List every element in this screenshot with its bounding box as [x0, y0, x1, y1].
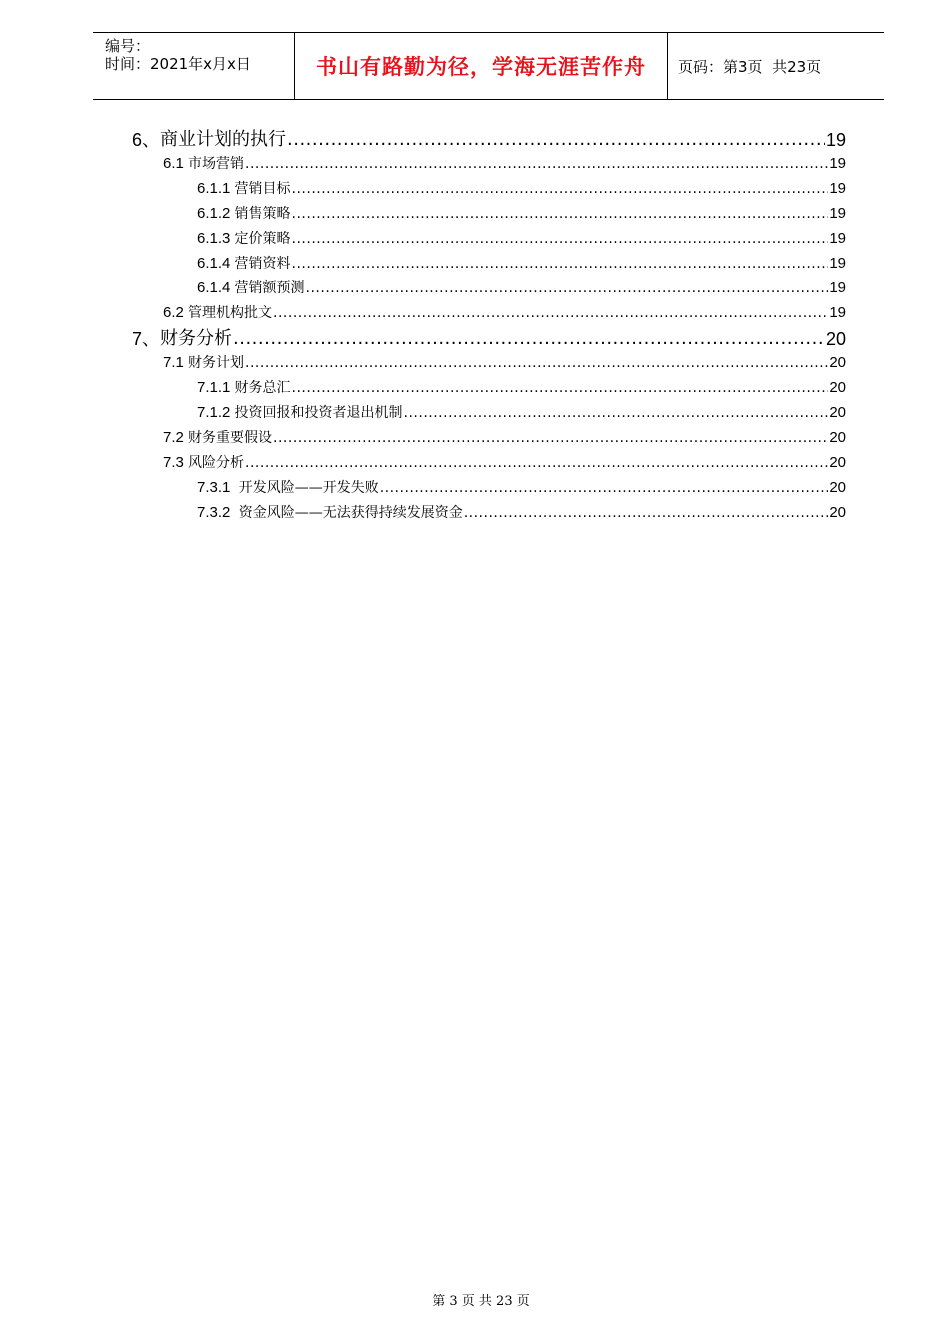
- toc-dot-leader: [380, 477, 829, 499]
- toc-entry-number: 6.1.3: [197, 229, 235, 247]
- toc-entry-page: 19: [829, 229, 846, 247]
- toc-entry[interactable]: [132, 327, 846, 351]
- toc-dot-leader: [245, 352, 828, 374]
- header-meta-cell: [93, 33, 295, 99]
- toc-entry[interactable]: [197, 477, 846, 499]
- toc-dot-leader: [292, 253, 829, 275]
- toc-entry-title: 营销额预测: [234, 280, 305, 297]
- toc-entry-page: 19: [829, 304, 846, 322]
- toc-entry-number: 6.1.2: [197, 204, 235, 222]
- toc-entry-number: 7.2: [163, 428, 189, 446]
- toc-entry-title: 定价策略: [234, 230, 291, 247]
- toc-entry[interactable]: [197, 228, 846, 250]
- toc-entry[interactable]: [197, 178, 846, 200]
- toc-entry[interactable]: [163, 352, 846, 374]
- toc-entry-number: 6、: [132, 130, 161, 150]
- toc-dot-leader: [245, 153, 828, 175]
- toc-entry-page: 20: [829, 403, 846, 421]
- toc-entry[interactable]: [132, 128, 846, 152]
- toc-entry[interactable]: [163, 302, 846, 324]
- toc-dot-leader: [245, 452, 828, 474]
- toc-entry-title: 财务重要假设: [188, 429, 273, 446]
- toc-dot-leader: [292, 377, 829, 399]
- toc-dot-leader: [292, 228, 829, 250]
- toc-entry-number: 6.1.4: [197, 279, 235, 297]
- toc-entry-title: 销售策略: [234, 205, 291, 222]
- toc-entry-number: 7.1: [163, 354, 189, 372]
- page-header: [93, 32, 884, 100]
- toc-entry-title: 投资回报和投资者退出机制: [234, 404, 403, 421]
- toc-entry-page: 19: [829, 279, 846, 297]
- toc-entry[interactable]: [197, 277, 846, 299]
- toc-entry-page: 19: [829, 254, 846, 272]
- header-motto: 书山有路勤为径，学海无涯苦作舟: [316, 55, 646, 79]
- toc-entry[interactable]: [197, 253, 846, 275]
- header-page-cell: [668, 33, 884, 99]
- toc-entry-number: 6.2: [163, 304, 189, 322]
- toc-dot-leader: [233, 327, 825, 351]
- toc-entry-number: 7.3: [163, 453, 189, 471]
- toc-entry-number: 7.3.2: [197, 503, 239, 521]
- toc-dot-leader: [292, 178, 829, 200]
- toc-entry-page: 20: [825, 329, 846, 350]
- toc-dot-leader: [273, 427, 828, 449]
- toc-entry[interactable]: [163, 153, 846, 175]
- toc-entry-number: 7.3.1: [197, 478, 239, 496]
- toc-entry-page: 19: [829, 154, 846, 172]
- toc-entry[interactable]: [197, 377, 846, 399]
- toc-entry-page: 19: [825, 130, 846, 150]
- toc-entry[interactable]: [163, 427, 846, 449]
- time-label: 时间：2021年x月x日: [105, 55, 251, 73]
- toc-dot-leader: [464, 502, 829, 524]
- toc-entry-page: 20: [829, 354, 846, 372]
- toc-entry-title: 风险分析: [188, 454, 245, 471]
- toc-entry-number: 7.1.2: [197, 403, 235, 421]
- toc-entry-number: 6.1.4: [197, 254, 235, 272]
- toc-entry-page: 20: [829, 428, 846, 446]
- toc-entry-number: 7、: [132, 329, 161, 350]
- page-footer: 第 3 页 共 23 页: [432, 1294, 530, 1309]
- toc-entry-title: 财务总汇: [234, 380, 291, 396]
- toc-entry[interactable]: [163, 452, 846, 474]
- toc-entry-page: 19: [829, 179, 846, 197]
- toc-dot-leader: [287, 128, 825, 152]
- toc-dot-leader: [273, 302, 828, 324]
- toc-entry-title: 财务分析: [160, 328, 233, 350]
- toc-entry[interactable]: [197, 402, 846, 424]
- toc-entry-page: 20: [829, 379, 846, 396]
- serial-label: 编号：: [105, 37, 151, 55]
- toc-entry-title: 营销资料: [234, 255, 291, 272]
- toc-entry-title: 市场营销: [188, 155, 245, 172]
- toc-dot-leader: [292, 203, 829, 225]
- toc-entry[interactable]: [197, 502, 846, 524]
- toc-entry-title: 营销目标: [234, 180, 291, 197]
- toc-entry-page: 20: [829, 503, 846, 521]
- toc-entry-number: 6.1: [163, 154, 189, 172]
- toc-entry-number: 6.1.1: [197, 179, 235, 197]
- toc-entry-page: 20: [829, 453, 846, 471]
- toc-entry-number: 7.1.1: [197, 379, 235, 396]
- toc-entry-title: 开发风险——开发失败: [238, 479, 379, 496]
- toc-entry-title: 财务计划: [188, 355, 245, 372]
- toc-entry-title: 商业计划的执行: [160, 129, 287, 150]
- toc-entry-page: 19: [829, 204, 846, 222]
- toc-entry-title: 管理机构批文: [188, 305, 273, 322]
- toc-dot-leader: [306, 277, 829, 299]
- toc-entry-title: 资金风险——无法获得持续发展资金: [238, 504, 463, 521]
- header-page-info: 页码：第3页 共23页: [678, 57, 822, 76]
- toc-entry-page: 20: [829, 478, 846, 496]
- toc-entry[interactable]: [197, 203, 846, 225]
- toc-dot-leader: [404, 402, 829, 424]
- header-motto-cell: [295, 33, 668, 99]
